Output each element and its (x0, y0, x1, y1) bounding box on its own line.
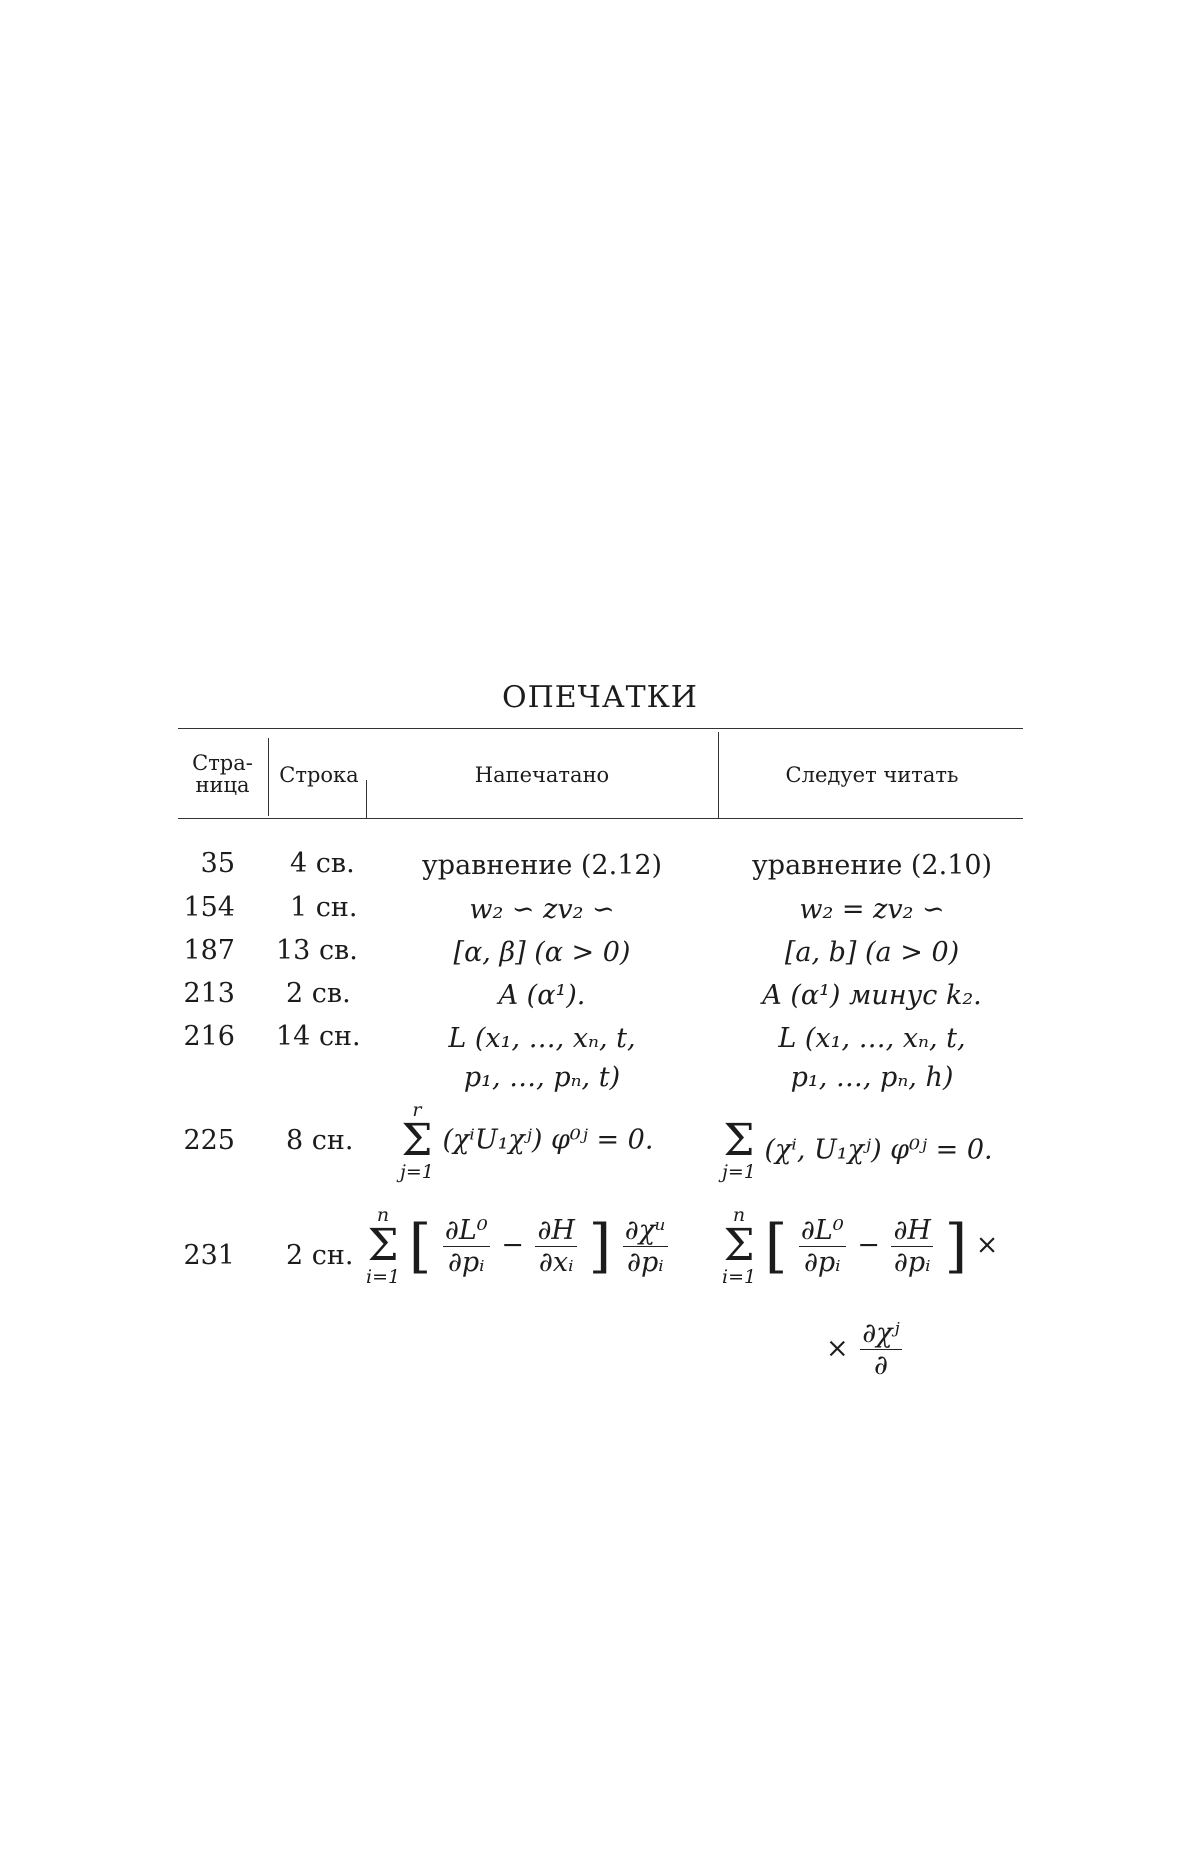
row-page: 213 (183, 978, 235, 1009)
header-top-rule (178, 728, 1023, 729)
row-line: 8 сн. (286, 1125, 354, 1156)
row-should-read-formula: Σ j=1 (χⁱ, U₁χʲ) φ⁰ʲ = 0. (722, 1115, 993, 1183)
header-bottom-rule (178, 818, 1023, 819)
sum-symbol: n Σ i=1 (722, 1204, 757, 1288)
row-should-read-formula: n Σ i=1 [ $\frac{\text{∂L⁰}}{\text{∂pᵢ}}$ − $\frac{\partial H}{\text{∂pᵢ}}$ ] × (722, 1204, 999, 1288)
row-page: 154 (183, 892, 235, 923)
row-should-read-cont: × $\frac{\text{∂χʲ}}{\partial}$ (826, 1318, 900, 1381)
fraction: $\frac{\partial H}{\text{∂xᵢ}}$ (537, 1214, 575, 1278)
left-bracket: [ (764, 1212, 788, 1280)
row-should-read: уравнение (2.10) (751, 850, 993, 881)
sum-symbol: n Σ i=1 (366, 1204, 401, 1288)
left-bracket: [ (408, 1212, 432, 1280)
row-page: 35 (200, 848, 235, 879)
col-header-page: Стра- ница (192, 751, 253, 797)
row-should-read: [a, b] (a > 0) (784, 937, 960, 968)
right-bracket: ] (944, 1212, 968, 1280)
row-printed: w₂ ∽ zv₂ ∽ (469, 894, 615, 925)
row-printed-formula: n Σ i=1 [ $\frac{\text{∂L⁰}}{\text{∂pᵢ}}$ − $\frac{\partial H}{\text{∂xᵢ}}$ ] $\frac{\text{∂χᵘ}}{\text{∂pᵢ}}$ (366, 1204, 666, 1288)
col-header-should-read: Следует читать (785, 763, 959, 787)
fraction: $\frac{\text{∂L⁰}}{\text{∂pᵢ}}$ (444, 1214, 488, 1278)
row-line: 2 св. (286, 978, 351, 1009)
sum-symbol: Σ j=1 (722, 1115, 756, 1183)
row-line: 1 сн. (290, 892, 358, 923)
row-line: 14 сн. (276, 1021, 361, 1052)
sum-symbol: r Σ j=1 (400, 1099, 434, 1183)
row-page: 187 (183, 935, 235, 966)
header-divider-1 (268, 738, 269, 816)
row-printed: [α, β] (α > 0) (453, 937, 631, 968)
row-should-read: w₂ = zv₂ ∽ (799, 894, 945, 925)
row-page: 216 (183, 1021, 235, 1052)
row-printed: L (x₁, …, xₙ, t, (448, 1023, 636, 1054)
fraction: $\frac{\text{∂χᵘ}}{\text{∂pᵢ}}$ (624, 1214, 666, 1278)
row-line: 13 св. (276, 935, 358, 966)
row-printed: A (α¹). (498, 980, 586, 1011)
row-page: 225 (183, 1125, 235, 1156)
col-header-line: Строка (279, 763, 359, 787)
col-header-printed: Напечатано (474, 763, 610, 787)
fraction: $\frac{\text{∂L⁰}}{\text{∂pᵢ}}$ (800, 1214, 844, 1278)
row-line: 2 сн. (286, 1240, 354, 1271)
row-should-read: A (α¹) минус k₂. (762, 980, 982, 1011)
page-title: ОПЕЧАТКИ (502, 680, 698, 715)
row-should-read: L (x₁, …, xₙ, t, (778, 1023, 966, 1054)
row-printed-cont: p₁, …, pₙ, t) (463, 1062, 621, 1093)
fraction: $\frac{\partial H}{\text{∂pᵢ}}$ (893, 1214, 931, 1278)
row-printed-formula: r Σ j=1 (χⁱU₁χʲ) φ⁰ʲ = 0. (400, 1099, 654, 1183)
fraction: $\frac{\text{∂χʲ}}{\partial}$ (862, 1318, 900, 1381)
row-printed: уравнение (2.12) (421, 850, 663, 881)
right-bracket: ] (588, 1212, 612, 1280)
row-page: 231 (183, 1240, 235, 1271)
row-line: 4 св. (290, 848, 355, 879)
header-divider-3 (718, 732, 719, 818)
row-should-read-cont: p₁, …, pₙ, h) (790, 1062, 954, 1093)
header-divider-2 (366, 780, 367, 818)
